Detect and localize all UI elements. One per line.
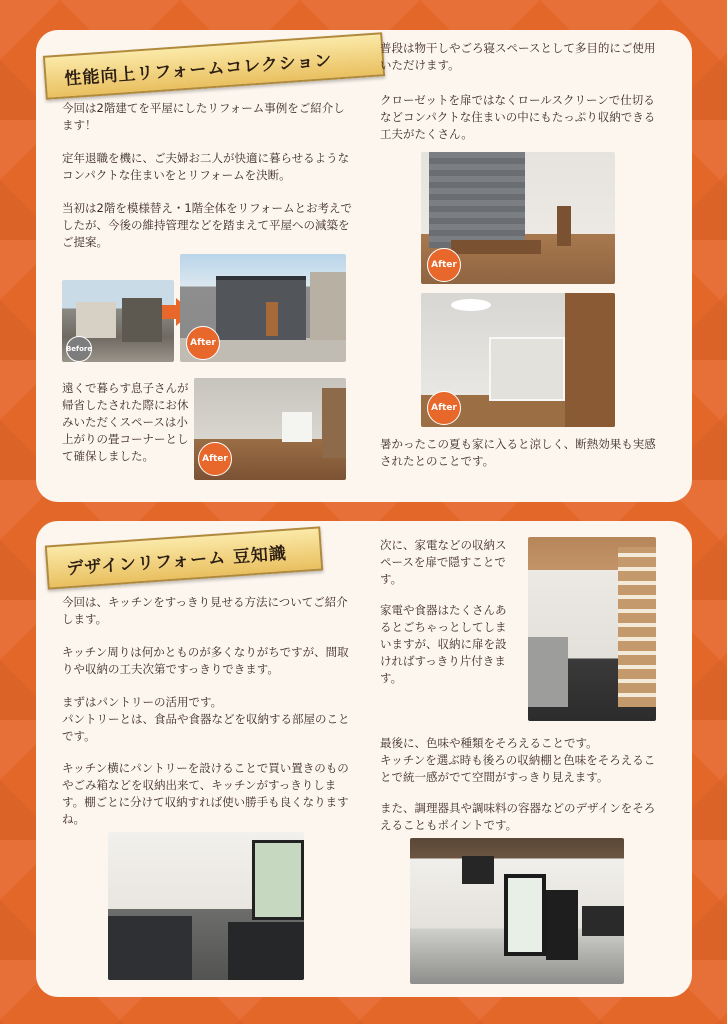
pantry-definition: パントリーとは、食品や食器などを収納する部屋のことです。 [62, 712, 350, 743]
insulation-text: 暑かったこの夏も家に入ると涼しく、断熱効果も実感されたとのことです。 [380, 437, 656, 468]
utensil-design-text: また、調理器具や調味料の容器などのデザインをそろえることもポイントです。 [380, 801, 656, 832]
unified-kitchen-photo [410, 838, 624, 984]
kitchen-intro-text: 今回は、キッチンをすっきり見せる方法についてご紹介します。 [62, 595, 348, 626]
intro-text: 今回は2階建てを平屋にしたリフォーム事例をご紹介します！ [62, 101, 345, 132]
before-badge: Before [66, 336, 92, 362]
after-badge: After [427, 248, 461, 282]
appliance-door-text: 家電や食器はたくさんあるとごちゃっとしてしまいますが、収納に扉を設ければすっきり片付きます。 [380, 603, 507, 685]
unify-colors-heading: 最後に、色味や種類をそろえることです。 [380, 736, 598, 750]
kitchen-clutter-text: キッチン周りは何かとものが多くなりがちですが、間取りや収納の工夫次第ですっきりできます。 [62, 645, 349, 676]
multipurpose-text: 普段は物干しやごろ寝スペースとして多目的にご使用いただけます。 [380, 41, 656, 72]
pantry-heading: まずはパントリーの活用です。 [62, 695, 223, 709]
design-tips-banner: デザインリフォーム 豆知識 [45, 526, 323, 589]
storage-door-photo [528, 537, 656, 721]
after-badge: After [186, 326, 220, 360]
unify-colors-text: キッチンを選ぶ時も後ろの収納棚と色味をそろえることで統一感がでて空間がすっきり見えます。 [380, 753, 656, 784]
proposal-text: 当初は2階を模様替え・1階全体をリフォームとお考えでしたが、今後の維持管理などを踏まえて平屋への減築をご提案。 [62, 201, 353, 249]
retirement-text: 定年退職を機に、ご夫婦お二人が快適に暮らせるようなコンパクトな住まいをとリフォームを決断。 [62, 151, 350, 182]
reform-collection-banner: 性能向上リフォームコレクション [43, 32, 385, 100]
hide-appliances-text: 次に、家電などの収納スペースを扉で隠すことです。 [380, 538, 507, 586]
arrow-icon [162, 305, 176, 319]
tatami-corner-text: 遠くで暮らす息子さんが帰省したされた際にお休みいただくスペースは小上がりの畳コーナーとして確保しました。 [62, 381, 189, 463]
closet-text: クローゼットを扉ではなくロールスクリーンで仕切るなどコンパクトな住まいの中にもたっぷり収納できる工夫がたくさん。 [380, 93, 656, 141]
after-badge: After [198, 442, 232, 476]
kitchen-pantry-photo [108, 832, 304, 980]
after-badge: After [427, 391, 461, 425]
pantry-benefit-text: キッチン横にパントリーを設けることで買い置きのものやごみ箱などを収納出来て、キッチンがすっきりします。棚ごとに分けて収納すれば使い勝手も良くなりますね。 [62, 761, 349, 826]
